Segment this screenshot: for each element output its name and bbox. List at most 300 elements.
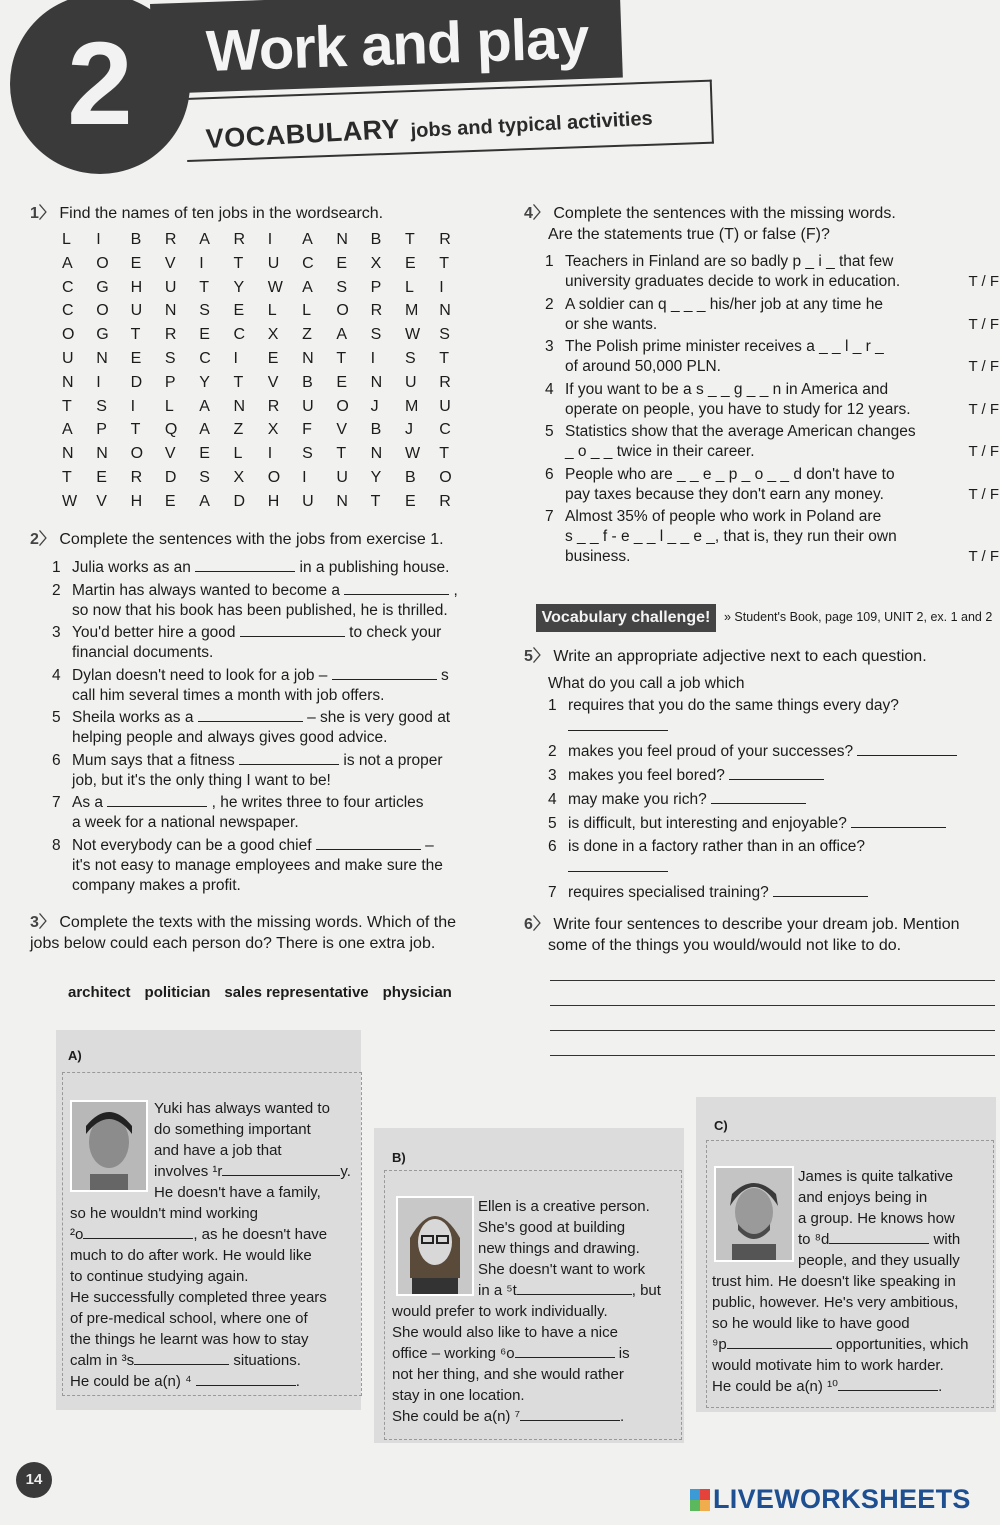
wordsearch-letter[interactable]: O [96,254,109,272]
ex5-item [548,837,988,878]
wordsearch-letter[interactable]: X [233,468,245,486]
wordsearch-letter[interactable]: N [233,397,246,415]
wordsearch-letter[interactable]: T [439,349,450,367]
item-number: 2 [52,581,61,599]
wordsearch-letter[interactable]: U [439,397,451,415]
answer-blank[interactable] [729,765,824,780]
wordsearch-letter[interactable]: S [96,397,107,415]
wordsearch-letter[interactable]: H [267,492,280,510]
wordsearch-letter[interactable]: E [404,492,416,510]
ex5-list [548,696,988,906]
item-text: to check your [344,624,442,641]
text-fragment: He could be a(n) ¹⁰ [712,1378,839,1395]
wordsearch-letter[interactable]: Q [164,421,178,439]
true-false-choice[interactable]: T / F [968,443,999,460]
writing-line[interactable] [550,1005,995,1006]
wordsearch-letter[interactable]: O [96,302,109,320]
text-a-top [154,1098,354,1203]
wordsearch-letter[interactable]: Z [302,326,312,344]
wordsearch-letter[interactable]: E [267,349,279,367]
item-number: 4 [52,666,61,684]
item-number: 5 [545,423,554,440]
wordsearch-letter[interactable]: S [404,349,416,367]
wordsearch-letter[interactable]: A [199,492,210,510]
wordsearch-letter[interactable]: S [439,326,450,344]
ex4-item [545,507,999,567]
wordsearch-letter[interactable]: E [199,445,210,463]
wordsearch-letter[interactable]: L [404,278,414,296]
job-option: physician [382,984,452,1001]
wordsearch-letter[interactable]: A [199,231,210,248]
wordsearch-letter[interactable]: N [62,445,74,463]
item-text: , [449,581,458,599]
wordsearch-letter[interactable]: B [404,468,416,486]
writing-line[interactable] [550,1055,995,1056]
wordsearch-letter[interactable]: U [62,349,74,367]
item-text: The Polish prime minister receives a _ _ l _ r _ [565,338,884,355]
wordsearch-letter[interactable]: W [404,326,421,344]
text-fragment: . [938,1378,943,1395]
answer-blank[interactable] [838,1376,938,1391]
item-number: 7 [52,794,61,811]
ex2-item [52,835,477,896]
text-fragment: in a ⁵t [478,1282,517,1299]
answer-blank[interactable] [857,741,957,756]
wordsearch-row [62,350,482,374]
wordsearch-letter[interactable]: S [336,278,348,296]
wordsearch-letter[interactable]: I [96,231,101,248]
wordsearch-letter[interactable]: R [164,231,177,248]
wordsearch-letter[interactable]: W [267,278,283,296]
text-line: new things and drawing. [478,1240,640,1257]
item-text: pay taxes because they don't earn any money. [565,485,884,503]
item-text: Teachers in Finland are so badly p _ i _ that few [565,253,894,270]
wordsearch-letter[interactable]: E [96,468,107,486]
wordsearch-letter[interactable]: C [233,326,246,344]
wordsearch-letter[interactable]: B [130,231,142,248]
wordsearch-letter[interactable]: E [130,349,142,367]
wordsearch-letter[interactable]: E [336,254,348,272]
wordsearch-letter[interactable]: S [164,349,176,367]
item-text: If you want to be a s _ _ g _ _ n in America and [565,380,889,398]
wordsearch-letter[interactable]: N [336,231,348,248]
wordsearch-letter[interactable]: T [404,231,415,248]
item-text: You'd better hire a good [72,624,240,641]
item-number: 2 [548,743,557,760]
answer-blank[interactable] [107,792,207,807]
wordsearch-letter[interactable]: R [267,397,280,415]
wordsearch-letter[interactable]: G [96,278,109,296]
answer-blank[interactable] [851,813,946,828]
text-fragment: is [614,1345,630,1362]
ex4-item [545,295,999,335]
ex5-item [548,789,988,810]
text-line: She doesn't want to work [478,1261,646,1278]
wordsearch-letter[interactable]: R [233,231,246,248]
answer-blank[interactable] [196,1371,296,1386]
wordsearch-letter[interactable]: W [404,445,421,463]
wordsearch-letter[interactable]: V [96,492,107,510]
wordsearch-letter[interactable]: T [199,278,209,296]
wordsearch-letter[interactable]: U [336,468,348,486]
wordsearch-letter[interactable]: I [96,373,101,391]
wordsearch-letter[interactable]: D [130,373,143,391]
wordsearch-letter[interactable]: S [302,445,313,463]
wordsearch-letter[interactable]: E [130,254,142,272]
wordsearch-letter[interactable]: I [370,349,376,367]
item-text: job, but it's the only thing I want to be! [72,771,331,789]
wordsearch-letter[interactable]: S [199,302,210,320]
text-line: people, and they usually [798,1252,960,1269]
wordsearch-letter[interactable]: L [164,397,174,415]
wordsearch-letter[interactable]: T [439,445,450,463]
wordsearch-letter[interactable]: F [302,421,312,439]
answer-blank[interactable] [239,750,339,765]
item-text: Not everybody can be a good chief [72,836,316,854]
wordsearch-letter[interactable]: L [267,302,277,320]
answer-blank[interactable] [711,789,806,804]
wordsearch-letter[interactable]: G [96,326,109,344]
wordsearch-letter[interactable]: I [267,231,273,248]
wordsearch-letter[interactable]: T [336,349,347,367]
wordsearch-letter[interactable]: I [233,349,238,367]
wordsearch-letter[interactable]: Y [199,373,210,391]
wordsearch-letter[interactable]: A [62,421,73,439]
true-false-choice[interactable]: T / F [968,485,999,503]
ex2-item [52,707,477,748]
answer-blank[interactable] [195,557,295,572]
item-text: so now that his book has been published, he is thrilled. [72,601,448,619]
wordsearch-letter[interactable]: I [130,397,136,415]
wordsearch-letter[interactable]: N [370,445,383,463]
answer-blank[interactable] [568,716,668,731]
wordsearch-letter[interactable]: L [302,302,311,320]
ex4-item [545,422,999,462]
wordsearch-letter[interactable]: T [130,421,141,439]
job-option: sales representative [224,984,369,1001]
item-text: or she wants. [565,315,658,333]
ex1-instruction: Find the names of ten jobs in the wordsearch. [59,205,384,222]
answer-blank[interactable] [568,857,668,872]
answer-blank[interactable] [515,1343,615,1358]
ex5-item [548,741,988,762]
item-text: of around 50,000 PLN. [565,358,721,375]
wordsearch-letter[interactable]: U [302,492,314,510]
wordsearch-letter[interactable]: N [370,373,383,391]
wordsearch-letter[interactable]: E [233,302,245,320]
wordsearch-letter[interactable]: V [267,373,279,391]
wordsearch-letter[interactable]: A [199,421,210,439]
item-number: 7 [545,508,554,525]
text-line: and have a job that [154,1142,282,1159]
answer-blank[interactable] [520,1406,620,1421]
text-fragment: He could be a(n) ⁴ [70,1373,196,1390]
text-line: not her thing, and she would rather [392,1366,624,1383]
ex2-item [52,557,477,578]
answer-blank[interactable] [773,882,868,897]
text-fragment: office – working ⁶o [392,1345,515,1362]
item-text: requires specialised training? [568,884,774,901]
text-line: so he wouldn't mind working [70,1205,258,1222]
text-line [70,1350,355,1371]
wordsearch-letter[interactable]: S [370,326,382,344]
item-text: in a publishing house. [295,559,450,576]
wordsearch-letter[interactable]: A [199,397,210,415]
wordsearch-letter[interactable]: D [233,492,246,510]
wordsearch-letter[interactable]: T [439,254,450,272]
wordsearch-letter[interactable]: L [62,231,71,248]
wordsearch-letter[interactable]: T [130,326,141,344]
wordsearch-letter[interactable]: C [62,302,74,320]
wordsearch-letter[interactable]: P [164,373,176,391]
text-line: of pre-medical school, where one of [70,1310,308,1327]
wordsearch-letter[interactable]: W [62,492,78,510]
text-fragment: involves ¹r [154,1163,223,1180]
text-line: to continue studying again. [70,1268,249,1285]
true-false-choice[interactable]: T / F [968,548,999,565]
ex6-instruction-2: some of the things you would/would not like to do. [548,937,902,954]
answer-blank[interactable] [727,1334,832,1349]
text-fragment: with [929,1231,961,1248]
wordsearch-letter[interactable]: U [267,254,280,272]
wordsearch-letter[interactable]: T [233,373,244,391]
wordsearch-letter[interactable]: O [336,302,349,320]
true-false-choice[interactable]: T / F [968,273,999,290]
text-fragment: situations. [229,1352,301,1369]
wordsearch-letter[interactable]: O [62,326,75,344]
wordsearch-letter[interactable]: T [370,492,381,510]
writing-line[interactable] [550,1030,995,1031]
ex1-number: 1 [30,205,39,222]
text-line: would motivate him to work harder. [712,1357,944,1374]
item-text: People who are _ _ e _ p _ o _ _ d don't have to [565,465,895,483]
item-text: makes you feel bored? [568,767,730,784]
wordsearch-letter[interactable]: B [370,231,382,248]
answer-blank[interactable] [829,1229,929,1244]
wordsearch-letter[interactable]: C [302,254,314,272]
wordsearch-letter[interactable]: L [233,445,243,463]
wordsearch-letter[interactable]: O [130,445,144,463]
answer-blank[interactable] [198,707,303,722]
wordsearch-letter[interactable]: I [267,445,273,463]
text-line [70,1371,355,1392]
text-b-body [392,1196,677,1427]
wordsearch-letter[interactable]: P [370,278,382,296]
wordsearch-letter[interactable]: V [164,445,176,463]
true-false-choice[interactable]: T / F [968,315,999,333]
wordsearch-letter[interactable]: X [267,421,279,439]
wordsearch-letter[interactable]: J [404,421,413,439]
text-fragment: opportunities, which [831,1336,969,1353]
wordsearch-row [62,421,482,445]
wordsearch-letter[interactable]: N [439,302,451,320]
ex2-heading: 2〉 Complete the sentences with the jobs from exercise 1. [30,531,444,548]
wordsearch-letter[interactable]: R [164,326,177,344]
wordsearch-letter[interactable]: A [302,231,313,248]
wordsearch-letter[interactable]: X [267,326,279,344]
wordsearch-letter[interactable]: Y [233,278,245,296]
wordsearch-letter[interactable]: T [62,468,72,486]
text-line: Yuki has always wanted to [154,1100,330,1117]
wordsearch-letter[interactable]: C [439,421,451,439]
text-line: trust him. He doesn't like speaking in [712,1273,956,1290]
item-text: s [436,666,449,684]
wordsearch-letter[interactable]: O [439,468,452,486]
writing-line[interactable] [550,980,995,981]
item-text: Dylan doesn't need to look for a job – [72,666,332,684]
wordsearch-letter[interactable]: R [439,373,451,391]
wordsearch-letter[interactable]: U [404,373,417,391]
ex6-heading: 6〉 Write four sentences to describe your dream job. Mention some of the things you would/would not like to do. [524,916,960,954]
wordsearch-letter[interactable]: Z [233,421,244,439]
unit-number-badge: 2 [10,0,190,174]
wordsearch-letter[interactable]: P [96,421,107,439]
text-fragment: . [620,1408,625,1425]
answer-blank[interactable] [222,1161,340,1176]
wordsearch-letter[interactable]: M [404,397,419,415]
ex4-item [545,380,999,420]
brand-logo[interactable] [690,1484,971,1515]
wordsearch-row [62,398,482,422]
wordsearch-letter[interactable]: D [164,468,177,486]
wordsearch-letter[interactable]: N [164,302,177,320]
item-text: Sheila works as a [72,709,198,726]
wordsearch-letter[interactable]: I [199,254,204,272]
ex5-lead: What do you call a job which [548,675,745,692]
ex4-item [545,337,999,377]
true-false-choice[interactable]: T / F [968,358,999,375]
item-text: financial documents. [72,644,214,661]
answer-blank[interactable] [134,1350,229,1365]
text-line: a group. He knows how [798,1210,955,1227]
item-text: makes you feel proud of your successes? [568,743,858,760]
wordsearch-letter[interactable]: T [336,445,347,463]
text-line: She's good at building [478,1219,626,1236]
wordsearch-letter[interactable]: U [164,278,177,296]
wordsearch-letter[interactable]: J [370,397,379,415]
wordsearch-letter[interactable]: H [130,278,143,296]
answer-blank[interactable] [344,580,449,595]
wordsearch-letter[interactable]: E [164,492,176,510]
wordsearch-letter[interactable]: A [336,326,348,344]
wordsearch-letter[interactable]: V [336,421,348,439]
wordsearch-letter[interactable]: N [302,349,314,367]
text-b-label: B) [392,1150,406,1165]
wordsearch-letter[interactable]: R [439,231,451,248]
job-option: politician [144,984,211,1001]
wordsearch-letter[interactable]: M [404,302,419,320]
wordsearch-letter[interactable]: T [233,254,244,272]
wordsearch-letter[interactable]: U [130,302,143,320]
item-text: – [420,836,434,854]
wordsearch-letter[interactable]: T [62,397,72,415]
wordsearch-letter[interactable]: R [130,468,143,486]
wordsearch-letter[interactable]: C [199,349,211,367]
wordsearch-letter[interactable]: B [370,421,382,439]
item-text: Statistics show that the average American changes [565,423,916,440]
wordsearch-letter[interactable]: I [302,468,307,486]
wordsearch-letter[interactable]: O [336,397,349,415]
wordsearch-letter[interactable]: E [336,373,348,391]
wordsearch-letter[interactable]: N [96,445,108,463]
wordsearch-letter[interactable]: H [130,492,143,510]
text-fragment: to ⁸d [798,1231,830,1248]
text-fragment: calm in ³s [70,1352,135,1369]
ex2-item [52,750,477,791]
item-text: helping people and always gives good advice. [72,729,388,746]
ex5-number: 5 [524,648,533,665]
brand-name: LIVEWORKSHEETS [713,1484,971,1514]
ex3-number: 3 [30,914,39,931]
answer-blank[interactable] [332,665,437,680]
wordsearch-letter[interactable]: E [404,254,416,272]
wordsearch-letter[interactable]: C [62,278,74,296]
true-false-choice[interactable]: T / F [968,400,999,418]
wordsearch-letter[interactable]: A [302,278,313,296]
wordsearch-letter[interactable]: Y [370,468,382,486]
text-line: James is quite talkative [798,1168,954,1185]
wordsearch-letter[interactable]: S [199,468,210,486]
wordsearch-letter[interactable]: O [267,468,281,486]
wordsearch-letter[interactable]: N [62,373,74,391]
item-number: 1 [548,697,557,714]
wordsearch-letter[interactable]: N [96,349,108,367]
item-text: university graduates decide to work in education. [565,273,901,290]
item-text: a week for a national newspaper. [72,814,299,831]
ex1-heading: 1〉 Find the names of ten jobs in the wordsearch. [30,205,384,222]
wordsearch-letter[interactable]: R [439,492,451,510]
answer-blank[interactable] [316,835,421,850]
item-number: 8 [52,836,61,854]
wordsearch-letter[interactable]: X [370,254,382,272]
item-number: 3 [52,624,61,641]
item-number: 1 [52,559,61,576]
wordsearch-letter[interactable]: N [336,492,348,510]
wordsearch-letter[interactable]: V [164,254,176,272]
answer-blank[interactable] [240,622,345,637]
ex2-item [52,665,477,706]
ex2-number: 2 [30,531,39,548]
text-line [712,1229,992,1250]
ex3-instruction: Complete the texts with the missing words. Which of the jobs below could each person do? There is one extra job. [30,914,456,952]
ex2-item [52,792,477,833]
item-text: requires that you do the same things every day? [568,697,899,714]
item-text: business. [565,548,631,565]
item-number: 3 [545,338,554,355]
ex4-item [545,465,999,505]
wordsearch-letter[interactable]: U [302,397,314,415]
item-number: 6 [545,465,554,483]
wordsearch-letter[interactable]: E [199,326,210,344]
text-line: would prefer to work individually. [392,1303,608,1320]
answer-blank[interactable] [517,1280,632,1295]
wordsearch-letter[interactable]: A [62,254,73,272]
ex4-instruction-2: Are the statements true (T) or false (F)? [548,226,830,243]
section-subtitle: jobs and typical activities [410,107,654,143]
wordsearch-letter[interactable]: B [302,373,313,391]
ex4-number: 4 [524,205,533,222]
text-a-label: A) [68,1048,82,1063]
wordsearch-letter[interactable]: I [439,278,444,296]
ex5-item [548,696,988,737]
wordsearch-letter[interactable]: R [370,302,383,320]
wordsearch-row [62,469,482,493]
ex3-heading: 3〉 Complete the texts with the missing words. Which of the jobs below could each person do? There is one extra job. [30,914,456,952]
item-number: 7 [548,884,557,901]
text-line: do something important [154,1121,311,1138]
item-text: _ o _ _ twice in their career. [565,443,755,460]
answer-blank[interactable] [83,1224,193,1239]
